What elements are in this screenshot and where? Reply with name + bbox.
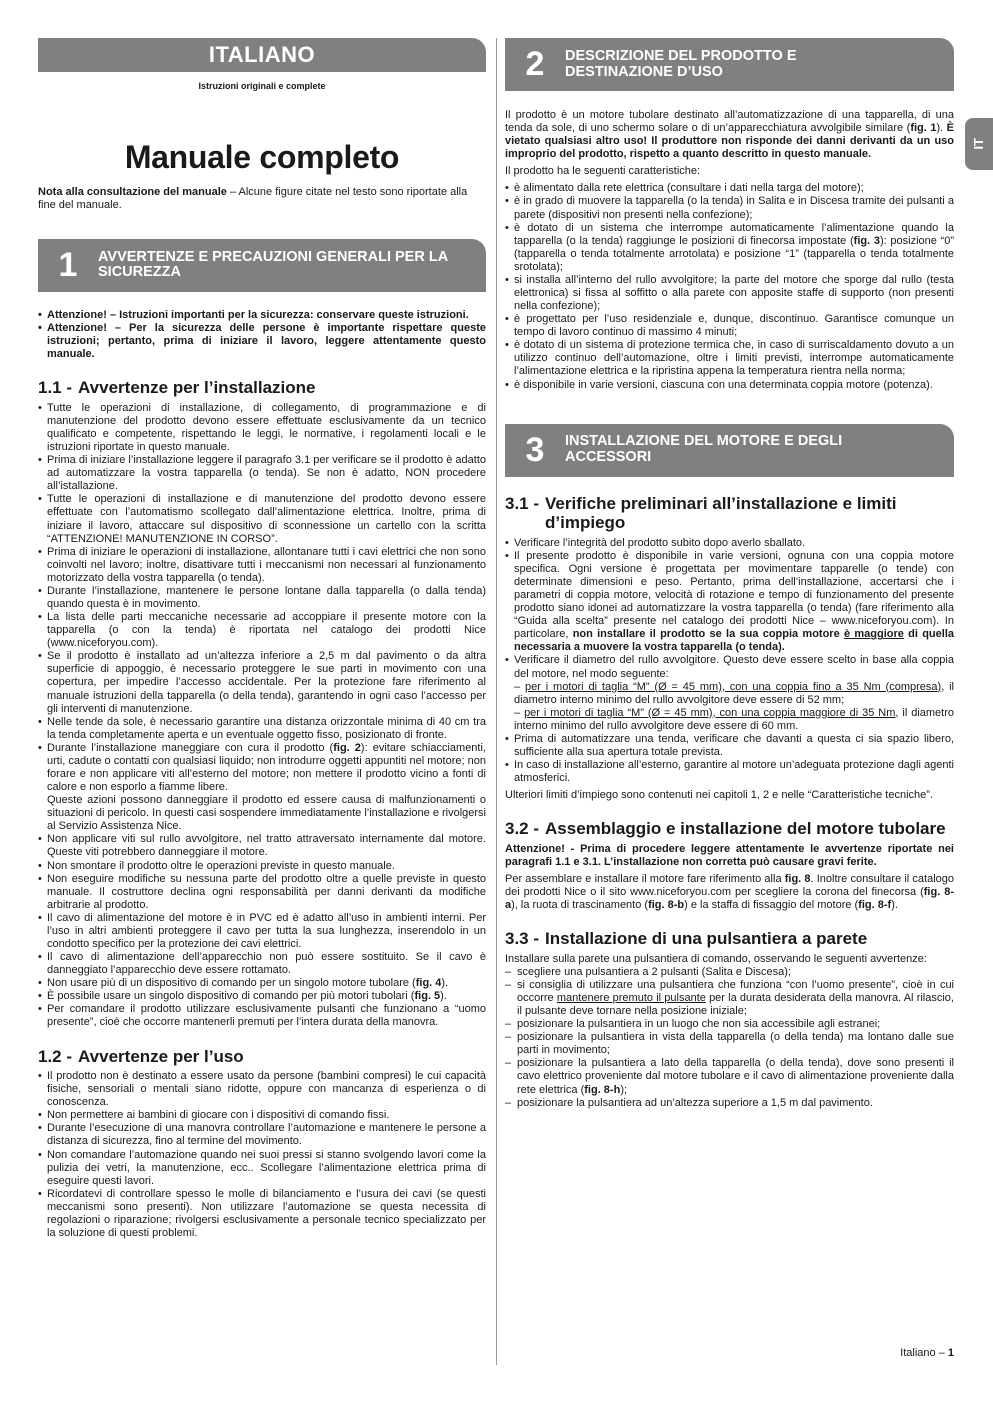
list-item: • Attenzione! – Istruzioni importanti per la sicurezza: conservare queste istruzioni. [38, 309, 486, 322]
features-intro: Il prodotto ha le seguenti caratteristiche: [505, 165, 701, 178]
installation-warnings-list [38, 402, 486, 1030]
list-item: • Il presente prodotto è disponibile in varie versioni, ognuna con una coppia motore specifica. Ogni versione è progettata per movimentare tapparelle (o tende) con determinate dimensioni e peso. Pertanto, prima dell’installazione, accertarsi che i parametri di coppia motore, velocità di rotazione e tempo di funzionamento del presente prodotto siano idonei ad automatizzare la vostra tapparella (o tenda) (fare riferimento alla “Guida alla scelta” presente nel catalogo dei prodotti Nice – www.niceforyou.com). In particolare, non installare il prodotto se la sua coppia motore è maggiore di quella necessaria a muovere la vostra tapparella (o tenda). [505, 550, 954, 655]
list-item: • si installa all’interno del rullo avvolgitore; la parte del motore che sporge dal rullo (testa elettronica) si fissa al soffitto o alla parete con apposite staffe di supporto (non presenti nella confezione); [505, 274, 954, 313]
list-item: • Verificare il diametro del rullo avvolgitore. Questo deve essere scelto in base alla coppia del motore, nel modo seguente: – per i motori di taglia “M” (Ø = 45 mm), con una coppia fino a 35 Nm (compresa), il diametro interno minimo del rullo avvolgitore deve essere di 52 mm; – per i motori di taglia “M” (Ø = 45 mm), con una coppia maggiore di 35 Nm, il diametro interno minimo del rullo avvolgitore deve essere di 60 mm. [505, 654, 954, 732]
list-item: • Non eseguire modifiche su nessuna parte del prodotto oltre a quelle previste in questo manuale. Il costruttore declina ogni responsabilità per danni derivanti da modifiche arbitrarie al prodotto. [38, 873, 486, 912]
list-item: • Ricordatevi di controllare spesso le molle di bilanciamento e l’usura dei cavi (se questi meccanismi sono presenti). Non utilizzare l’automazione se questa necessita di regolazioni o riparazione; rivolgersi esclusivamente a personale tecnico specializzato per la soluzione di questi problemi. [38, 1188, 486, 1240]
list-item: – posizionare la pulsantiera in vista della tapparella (o della tenda) ma lontano dalle sue parti in movimento; [505, 1031, 954, 1057]
list-item: • è alimentato dalla rete elettrica (consultare i dati nella targa del motore); [505, 182, 954, 195]
list-item: • è dotato di un sistema di protezione termica che, in caso di surriscaldamento dovuto a un utilizzo continuo dell’automazione, oltre i limiti previsti, interrompe automaticamente l’alimentazione elettrica e la ripristina appena la temperatura rientra nella norma; [505, 339, 954, 378]
usage-limits-note: Ulteriori limiti d’impiego sono contenuti nei capitoli 1, 2 e nelle “Caratteristiche tecniche”. [505, 789, 933, 802]
list-item: • Per comandare il prodotto utilizzare esclusivamente pulsanti che funzionano a “uomo presente”, cioè che occorre mantenerli premuti per l’intera durata della manovra. [38, 1003, 486, 1029]
list-item: • Prima di iniziare le operazioni di installazione, allontanare tutti i cavi elettrici che non sono coinvolti nel lavoro; inoltre, disattivare tutti i meccanismi non necessari al funzionamento motorizzato della vostra tapparella (o tenda). [38, 546, 486, 585]
section-heading-3-2: 3.2 - Assemblaggio e installazione del motore tubolare [505, 819, 946, 839]
section-heading-3-3: 3.3 - Installazione di una pulsantiera a parete [505, 929, 868, 949]
reading-note: Nota alla consultazione del manuale – Alcune figure citate nel testo sono riportate alla fine del manuale. [38, 185, 468, 211]
list-item: • In caso di installazione all’esterno, garantire al motore un’adeguata protezione dagli agenti atmosferici. [505, 759, 954, 785]
chapter-number: 1 [58, 246, 78, 285]
usage-warnings-list [38, 1070, 486, 1240]
list-item: • Se il prodotto è installato ad un’altezza inferiore a 2,5 m dal pavimento o da altra superficie di appoggio, è necessario proteggere le sue parti in movimento con una copertura, per impedire l’accesso accidentale. Per la protezione fare riferimento al manuale istruzioni della tapparella (o della tenda), garantendo in ogni caso l’accesso per gli interventi di manutenzione. [38, 650, 486, 715]
list-item: • è in grado di muovere la tapparella (o la tenda) in Salita e in Discesa tramite dei pulsanti a parete (dispositivi non presenti nella confezione); [505, 195, 954, 221]
list-item: • Il prodotto non è destinato a essere usato da persone (bambini compresi) le cui capacità fisiche, sensoriali o mentali siano ridotte, oppure con mancanza di esperienza o di conoscenza. [38, 1070, 486, 1109]
list-item: • Tutte le operazioni di installazione e di manutenzione del prodotto devono essere effettuate con l’automatismo scollegato dall’alimentazione elettrica. Inoltre, prima di iniziare il lavoro, attaccare sul dispositivo di sconnessione un cartello con la scritta “ATTENZIONE! MANUTENZIONE IN CORSO”. [38, 493, 486, 545]
document-subtitle: Istruzioni originali e complete [198, 81, 326, 91]
list-item: • è disponibile in varie versioni, ciascuna con una determinata coppia motore (potenza). [505, 379, 954, 392]
right-column [505, 38, 954, 1110]
chapter-2-header [505, 38, 954, 91]
language-banner [38, 38, 486, 72]
list-item: • è dotato di un sistema che interrompe automaticamente l’alimentazione quando la tapparella (o la tenda) raggiunge le posizioni di finecorsa impostate (fig. 3): posizione “0” (tapparella o tenda totalmente arrotolata) e posizione “1” (tapparella o tenda totalmente srotolata); [505, 222, 954, 274]
list-item: • Nelle tende da sole, è necessario garantire una distanza orizzontale minima di 40 cm tra la tenda completamente aperta e un eventuale oggetto fisso, posizionato di fronte. [38, 716, 486, 742]
list-item: • La lista delle parti meccaniche necessarie ad accoppiare il presente motore con la tapparella (o con la tenda) è riportata nel catalogo dei prodotti Nice (www.niceforyou.com). [38, 611, 486, 650]
chapter-1-header [38, 239, 486, 292]
list-item: – posizionare la pulsantiera ad un’altezza superiore a 1,5 m dal pavimento. [505, 1097, 954, 1110]
chapter-title: INSTALLAZIONE DEL MOTORE E DEGLI ACCESSORI [565, 433, 843, 466]
list-item: • È possibile usare un singolo dispositivo di comando per più motori tubolari (fig. 5). [38, 990, 486, 1003]
chapter-number: 2 [525, 45, 545, 84]
list-item: – si consiglia di utilizzare una pulsantiera che funziona “con l’uomo presente”, cioè in cui occorre mantenere premuto il pulsante per la durata desiderata della manovra. Al rilascio, il pulsante deve tornare nella posizione iniziale; [505, 979, 954, 1018]
page-footer: Italiano – 1 [900, 1347, 954, 1359]
list-item: • Non usare più di un dispositivo di comando per un singolo motore tubolare (fig. 4). [38, 977, 486, 990]
list-item: – posizionare la pulsantiera a lato della tapparella (o della tenda), dove sono presenti il cavo elettrico proveniente dal motore tubolare e il cavo di alimentazione proveniente dalla rete elettrica (fig. 8-h); [505, 1057, 954, 1096]
list-item: • Il cavo di alimentazione dell’apparecchio non può essere sostituito. Se il cavo è danneggiato l’apparecchio deve essere rottamato. [38, 951, 486, 977]
list-item: • Durante l’installazione, mantenere le persone lontane dalla tapparella (o dalla tenda) quando questa è in movimento. [38, 585, 486, 611]
section-heading-1-1: 1.1 - Avvertenze per l’installazione [38, 378, 316, 398]
chapter-title: AVVERTENZE E PRECAUZIONI GENERALI PER LA SICUREZZA [98, 248, 448, 281]
list-item: • Durante l’installazione maneggiare con cura il prodotto (fig. 2): evitare schiacciamenti, urti, cadute o contatti con qualsiasi liquido; non introdurre oggetti appuntiti nel motore; non forare e non applicare viti all’esterno del motore; non mettere il prodotto vicino a fonti di calore e non esporlo a fiamme libere. Queste azioni possono danneggiare il prodotto ed essere causa di malfunzionamenti o situazioni di pericolo. In questi casi sospendere immediatamente l’installazione e rivolgersi al Servizio Assistenza Nice. [38, 742, 486, 834]
section-heading-3-1: 3.1 - Verifiche preliminari all’installazione e limiti d’impiego [505, 493, 897, 533]
column-divider [496, 38, 497, 1365]
chapter-number: 3 [525, 430, 545, 469]
list-item: – posizionare la pulsantiera in un luogo che non sia accessibile agli estranei; [505, 1018, 954, 1031]
list-item: • Non applicare viti sul rullo avvolgitore, nel tratto attraversato internamente dal motore. Queste viti potrebbero danneggiare il motore. [38, 833, 486, 859]
list-item: • Attenzione! – Per la sicurezza delle persone è importante rispettare queste istruzioni; pertanto, prima di iniziare il lavoro, leggere attentamente questo manuale. [38, 322, 486, 361]
page-title: Manuale completo [124, 138, 400, 175]
list-item: • Durante l’esecuzione di una manovra controllare l’automazione e mantenere le persone a distanza di sicurezza, fino al termine del movimento. [38, 1122, 486, 1148]
list-item: • Tutte le operazioni di installazione, di collegamento, di programmazione e di manutenzione del prodotto devono essere effettuate esclusivamente da un tecnico qualificato e competente, rispettando le leggi, le normative, i regolamenti locali e le istruzioni riportate in questo manuale. [38, 402, 486, 454]
assembly-instructions: Per assemblare e installare il motore fare riferimento alla fig. 8. Inoltre consultare il catalogo dei prodotti Nice o il sito www.niceforyou.com per scegliere la corona del finecorsa (fig. 8-a), la ruota di trascinamento (fig. 8-b) e la staffa di fissaggio del motore (fig. 8-f). [505, 873, 954, 912]
language-title: ITALIANO [208, 41, 316, 67]
keypad-instructions-list [505, 966, 954, 1110]
list-item: • è progettato per l’uso residenziale e, dunque, discontinuo. Garantisce comunque un tempo di lavoro continuo di massimo 4 minuti; [505, 313, 954, 339]
product-description: Il prodotto è un motore tubolare destinato all’automatizzazione di una tapparella, di una tenda da sole, di uno schermo solare o di un’apparecchiatura avvolgibile similare (fig. 1). È vietato qualsiasi altro uso! Il produttore non risponde dei danni derivanti da un uso improprio del prodotto, rispetto a quanto descritto in questo manuale. [505, 109, 955, 161]
chapter-title: DESCRIZIONE DEL PRODOTTO E DESTINAZIONE D’USO [565, 47, 797, 80]
left-column [38, 38, 486, 1240]
safety-warnings [38, 309, 486, 361]
list-item: • Prima di automatizzare una tenda, verificare che davanti a questa ci sia spazio libero, sufficiente alla sua apertura totale prevista. [505, 733, 954, 759]
list-item: • Non smontare il prodotto oltre le operazioni previste in questo manuale. [38, 860, 486, 873]
list-item: • Prima di iniziare l’installazione leggere il paragrafo 3.1 per verificare se il prodotto è adatto ad automatizzare la vostra tapparella (o tenda). Se non è adatto, NON procedere all’istallazione. [38, 454, 486, 493]
language-tab: IT [965, 118, 993, 170]
page-number: 1 [947, 1347, 954, 1359]
list-item: • Non permettere ai bambini di giocare con i dispositivi di comando fissi. [38, 1109, 486, 1122]
list-item: • Verificare l’integrità del prodotto subito dopo averlo sballato. [505, 537, 954, 550]
chapter-3-header [505, 424, 954, 477]
list-item: • Non comandare l’automazione quando nei suoi pressi si stanno svolgendo lavori come la pulizia dei vetri, la manutenzione, ecc.. Scollegare l’alimentazione elettrica prima di eseguire questi lavori. [38, 1149, 486, 1188]
features-list [505, 182, 954, 391]
section-heading-1-2: 1.2 - Avvertenze per l’uso [38, 1046, 244, 1066]
preliminary-checks-list [505, 537, 954, 785]
list-item: – scegliere una pulsantiera a 2 pulsanti (Salita e Discesa); [505, 966, 954, 979]
assembly-warning: Attenzione! - Prima di procedere leggere attentamente le avvertenze riportate nei paragrafi 1.1 e 3.1. L’installazione non corretta può causare gravi ferite. [505, 842, 954, 868]
keypad-intro: Installare sulla parete una pulsantiera di comando, osservando le seguenti avvertenze: [505, 952, 927, 965]
list-item: • Il cavo di alimentazione del motore è in PVC ed è adatto all’uso in ambienti interni. Per l’uso in altri ambienti proteggere il cavo per tutta la sua lunghezza, inserendolo in un condotto specifico per la protezione dei cavi elettrici. [38, 912, 486, 951]
